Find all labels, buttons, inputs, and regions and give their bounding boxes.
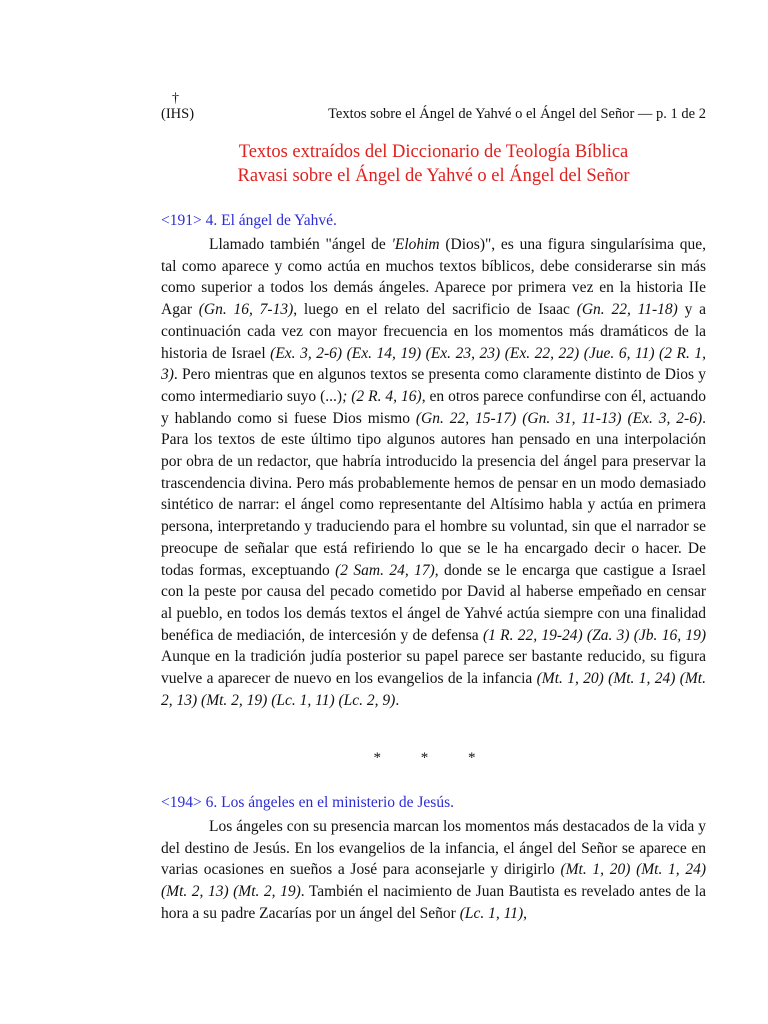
section-separator: * * * bbox=[373, 750, 494, 766]
section-heading: <194> 6. Los ángeles en el ministerio de Jesús. bbox=[161, 794, 454, 811]
section-paragraph: Llamado también "ángel de 'Elohim (Dios)", es una figura singularísima que, tal como aparece y como actúa en muchos textos bíblicos, debe considerarse sin más como superior a todos los demás ángeles. Aparece por primera vez en la historia IIe Agar (Gn. 16, 7-13), luego en el relato del sacrificio de Isaac (Gn. 22, 11-18) y a continuación cada vez con mayor frecuencia en los momentos más dramáticos de la historia de Israel (Ex. 3, 2-6) (Ex. 14, 19) (Ex. 23, 23) (Ex. 22, 22) (Jue. 6, 11) (2 R. 1, 3). Pero mientras que en algunos textos se presenta como claramente distinto de Dios y como intermediario suyo (...); (2 R. 4, 16), en otros parece confundirse con él, actuando y hablando como si fuese Dios mismo (Gn. 22, 15-17) (Gn. 31, 11-13) (Ex. 3, 2-6). Para los textos de este último tipo algunos autores han pensado en una interpolación por obra de un redactor, que habría introducido la presencia del ángel para preservar la trascendencia divina. Pero más probablemente hemos de pensar en un modo demasiado sintético de narrar: el ángel como representante del Altísimo habla y actúa en primera persona, interpretando y traduciendo para el hombre su voluntad, sin que el narrador se preocupe de señalar que está refiriendo lo que se le ha encargado decir o hacer. De todas formas, exceptuando (2 Sam. 24, 17), donde se le encarga que castigue a Israel con la peste por causa del pecado cometido por David al haberse empeñado en censar al pueblo, en todos los demás textos el ángel de Yahvé actúa siempre con una finalidad benéfica de mediación, de intercesión y de defensa (1 R. 22, 19-24) (Za. 3) (Jb. 16, 19) Aunque en la tradición judía posterior su papel parece ser bastante reducido, su figura vuelve a aparecer de nuevo en los evangelios de la infancia (Mt. 1, 20) (Mt. 1, 24) (Mt. 2, 13) (Mt. 2, 19) (Lc. 1, 11) (Lc. 2, 9). bbox=[161, 236, 707, 709]
section-angeles-ministerio bbox=[161, 792, 706, 925]
cross-symbol: † bbox=[172, 91, 179, 106]
section-paragraph: Los ángeles con su presencia marcan los momentos más destacados de la vida y del destino de Jesús. En los evangelios de la infancia, el ángel del Señor se aparece en varias ocasiones en sueños a José para aconsejarle y dirigirlo (Mt. 1, 20) (Mt. 1, 24) (Mt. 2, 13) (Mt. 2, 19). También el nacimiento de Juan Bautista es revelado antes de la hora a su padre Zacarías por un ángel del Señor (Lc. 1, 11), bbox=[161, 818, 706, 922]
section-heading: <191> 4. El ángel de Yahvé. bbox=[161, 212, 337, 229]
section-angel-de-yahve bbox=[161, 210, 706, 711]
document-title bbox=[161, 140, 706, 188]
ihs-label: (IHS) bbox=[161, 106, 195, 122]
title-line-1: Textos extraídos del Diccionario de Teología Bíblica bbox=[238, 142, 629, 162]
title-line-2: Ravasi sobre el Ángel de Yahvé o el Ángel del Señor bbox=[237, 166, 630, 186]
page-header bbox=[161, 92, 706, 122]
running-title: Textos sobre el Ángel de Yahvé o el Ángel del Señor — p. 1 de 2 bbox=[328, 106, 706, 122]
